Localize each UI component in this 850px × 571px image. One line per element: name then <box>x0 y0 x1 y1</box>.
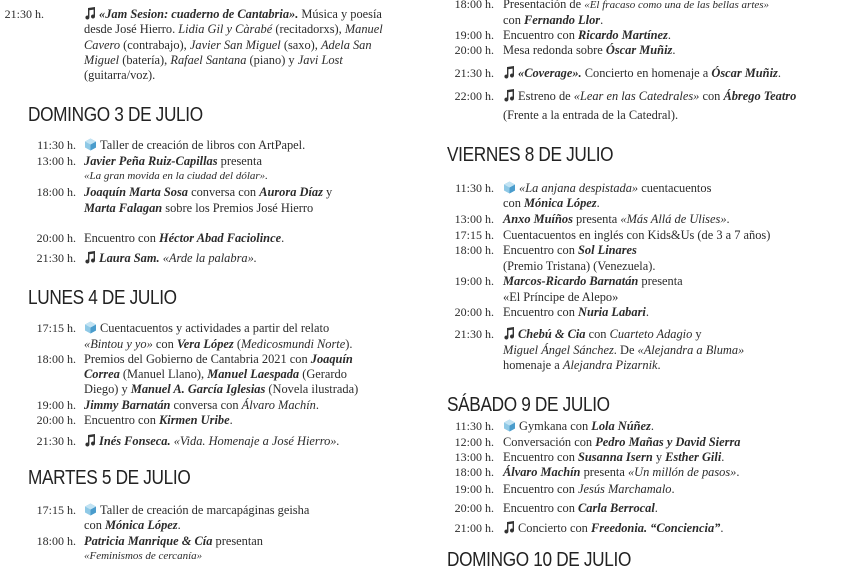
event-line: (Premio Tristana) (Venezuela). <box>503 259 656 273</box>
event-time: 20:00 h. <box>454 43 494 57</box>
event-line: «La anjana despistada» cuentacuentos <box>503 181 711 196</box>
event-line: Anxo Muíños presenta «Más Allá de Ulises». <box>503 212 730 226</box>
event-time: 21:30 h. <box>4 7 44 21</box>
music-note-icon <box>503 327 515 340</box>
event-line: Joaquín Marta Sosa conversa con Aurora Díaz y <box>84 185 333 199</box>
event-time: 20:00 h. <box>36 231 76 245</box>
cube-icon <box>84 138 97 151</box>
event-line: Gymkana con Lola Núñez. <box>503 419 654 434</box>
event-time: 18:00 h. <box>454 0 494 11</box>
event-time: 13:00 h. <box>36 154 76 168</box>
event-line: Álvaro Machín presenta «Un millón de pasos». <box>503 465 740 479</box>
day-heading: LUNES 4 DE JULIO <box>28 286 177 309</box>
day-heading: DOMINGO 10 DE JULIO <box>447 548 632 571</box>
music-note-icon <box>503 66 515 79</box>
event-line: Presentación de «El fracaso como una de las bellas artes» <box>503 0 770 11</box>
event-line: «Feminismos de cercanía» <box>84 550 203 562</box>
event-line: (guitarra/voz). <box>84 68 156 82</box>
event-time: 20:00 h. <box>454 501 494 515</box>
event-time: 17:15 h. <box>36 321 76 335</box>
event-time: 20:00 h. <box>454 305 494 319</box>
event-line: desde José Hierro. Lidia Gil y Càrabé (recitadorxs), Manuel <box>84 22 383 36</box>
event-line: «Jam Sesion: cuaderno de Cantabria». Música y poesía <box>84 7 382 22</box>
event-time: 13:00 h. <box>454 450 494 464</box>
event-time: 19:00 h. <box>454 274 494 288</box>
event-time: 22:00 h. <box>454 89 494 103</box>
event-line: Estreno de «Lear en las Catedrales» con Ábrego Teatro <box>503 89 796 104</box>
event-line: Diego) y Manuel A. García Iglesias (Novela ilustrada) <box>84 382 359 396</box>
day-heading: VIERNES 8 DE JULIO <box>447 143 614 166</box>
event-time: 11:30 h. <box>37 138 76 152</box>
day-heading: MARTES 5 DE JULIO <box>28 466 191 489</box>
event-time: 12:00 h. <box>454 435 494 449</box>
event-line: «El Príncipe de Alepo» <box>503 290 619 304</box>
event-line: homenaje a Alejandra Pizarnik. <box>503 358 661 372</box>
event-line: Encuentro con Ricardo Martínez. <box>503 28 671 42</box>
day-heading: DOMINGO 3 DE JULIO <box>28 103 203 126</box>
event-line: Miguel Ángel Sánchez. De «Alejandra a Bluma» <box>503 343 745 357</box>
event-time: 18:00 h. <box>36 185 76 199</box>
event-line: Premios del Gobierno de Cantabria 2021 con Joaquín <box>84 352 353 366</box>
event-line: con Mónica López. <box>503 196 600 210</box>
event-line: Encuentro con Héctor Abad Faciolince. <box>84 231 285 245</box>
event-time: 11:30 h. <box>455 419 494 433</box>
event-line: Conversación con Pedro Mañas y David Sierra <box>503 435 741 449</box>
event-line: con Fernando Llor. <box>503 13 604 27</box>
music-note-icon <box>503 521 515 534</box>
event-line: Marcos-Ricardo Barnatán presenta <box>503 274 683 288</box>
event-time: 13:00 h. <box>454 212 494 226</box>
event-line: «Coverage». Concierto en homenaje a Óscar Muñiz. <box>503 66 781 81</box>
event-line: Encuentro con Kirmen Uribe. <box>84 413 233 427</box>
event-line: Correa (Manuel Llano), Manuel Laespada (Gerardo <box>84 367 347 381</box>
event-time: 17:15 h. <box>454 228 494 242</box>
event-time: 18:00 h. <box>36 352 76 366</box>
event-time: 21:30 h. <box>36 251 76 265</box>
event-time: 19:00 h. <box>36 398 76 412</box>
event-time: 11:30 h. <box>455 181 494 195</box>
event-time: 18:00 h. <box>454 465 494 479</box>
event-line: Javier Peña Ruiz-Capillas presenta <box>84 154 262 168</box>
event-line: con Mónica López. <box>84 518 181 532</box>
day-heading: SÁBADO 9 DE JULIO <box>447 393 610 416</box>
event-time: 18:00 h. <box>454 243 494 257</box>
event-time: 21:30 h. <box>454 327 494 341</box>
event-line: «La gran movida en la ciudad del dólar». <box>84 170 268 182</box>
cube-icon <box>84 321 97 334</box>
event-line: Laura Sam. «Arde la palabra». <box>84 251 257 266</box>
music-note-icon <box>84 251 96 264</box>
event-line: Jimmy Barnatán conversa con Álvaro Machín. <box>84 398 319 412</box>
event-line: Concierto con Freedonia. “Conciencia”. <box>503 521 723 536</box>
event-line: Cuentacuentos y actividades a partir del relato <box>84 321 329 336</box>
event-line: Marta Falagan sobre los Premios José Hierro <box>84 201 314 215</box>
event-line: Taller de creación de libros con ArtPapel. <box>84 138 305 153</box>
event-time: 19:00 h. <box>454 482 494 496</box>
event-line: Encuentro con Susanna Isern y Esther Gili. <box>503 450 725 464</box>
event-line: Chebú & Cia con Cuarteto Adagio y <box>503 327 702 342</box>
cube-icon <box>503 419 516 432</box>
music-note-icon <box>503 89 515 102</box>
event-time: 17:15 h. <box>36 503 76 517</box>
event-line: Encuentro con Carla Berrocal. <box>503 501 658 515</box>
event-line: Mesa redonda sobre Óscar Muñiz. <box>503 43 676 57</box>
music-note-icon <box>84 7 96 20</box>
event-time: 21:30 h. <box>36 434 76 448</box>
event-line: Inés Fonseca. «Vida. Homenaje a José Hierro». <box>84 434 340 449</box>
event-line: Encuentro con Sol Linares <box>503 243 637 257</box>
event-line: Cavero (contrabajo), Javier San Miguel (saxo), Adela San <box>84 38 372 52</box>
event-line: Encuentro con Jesús Marchamalo. <box>503 482 675 496</box>
event-line: Encuentro con Nuria Labari. <box>503 305 649 319</box>
event-line: (Frente a la entrada de la Catedral). <box>503 108 679 122</box>
event-time: 21:30 h. <box>454 66 494 80</box>
event-time: 21:00 h. <box>454 521 494 535</box>
event-time: 18:00 h. <box>36 534 76 548</box>
cube-icon <box>84 503 97 516</box>
event-line: «Bintou y yo» con Vera López (Medicosmundi Norte). <box>84 337 353 351</box>
event-line: Cuentacuentos en inglés con Kids&Us (de 3 a 7 años) <box>503 228 771 242</box>
event-line: Taller de creación de marcapáginas geisha <box>84 503 309 518</box>
event-line: Patricia Manrique & Cía presentan <box>84 534 263 548</box>
event-time: 20:00 h. <box>36 413 76 427</box>
event-time: 19:00 h. <box>454 28 494 42</box>
event-line: Miguel (batería), Rafael Santana (piano) y Javi Lost <box>84 53 343 67</box>
cube-icon <box>503 181 516 194</box>
music-note-icon <box>84 434 96 447</box>
